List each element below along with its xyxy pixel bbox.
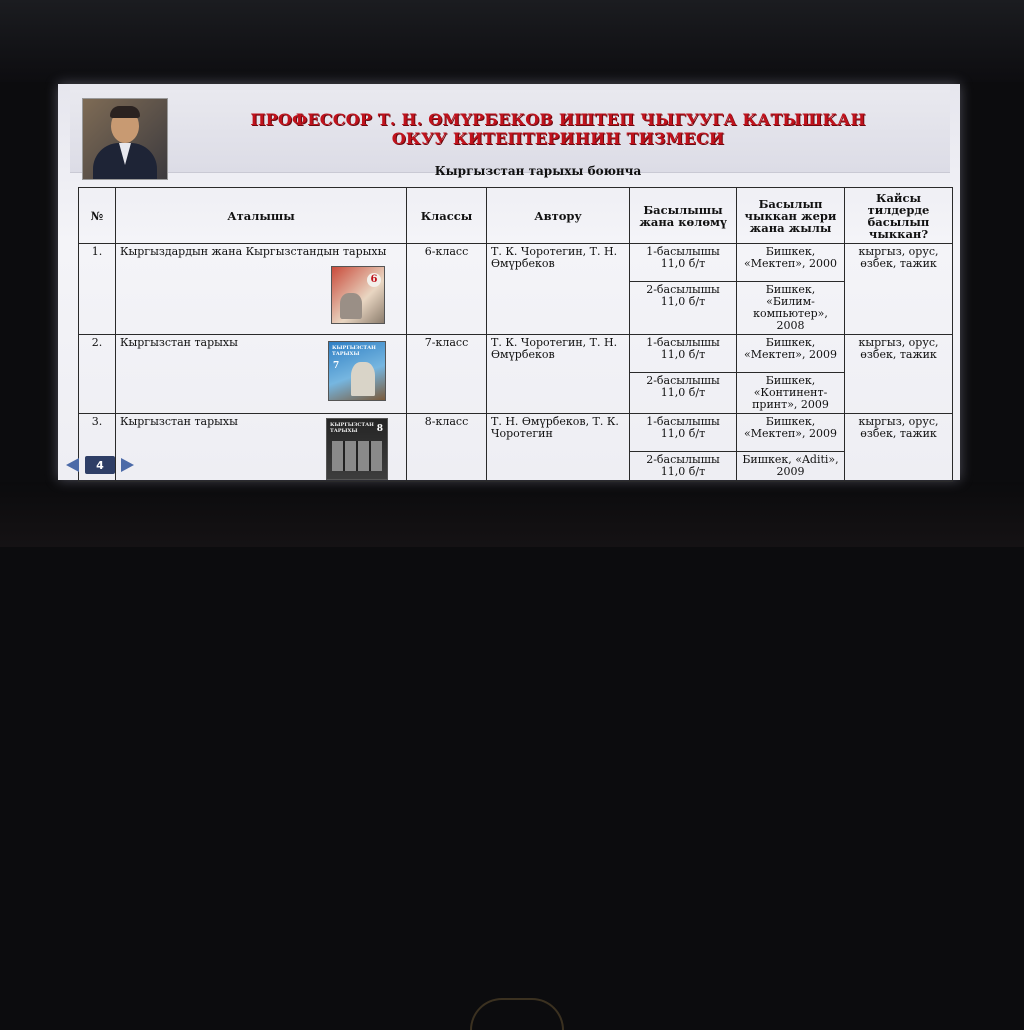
- row3-name-cell: [116, 414, 407, 482]
- header-class: Классы: [407, 188, 487, 244]
- row1-edition2: 2-басылышы 11,0 б/т: [630, 282, 737, 335]
- row1-langs: кыргыз, орус, өзбек, тажик: [845, 244, 953, 335]
- book3-grade: 8: [376, 424, 383, 434]
- row3-place1: Бишкек, «Мектеп», 2009: [737, 414, 845, 452]
- row2-author: Т. К. Чоротегин, Т. Н. Өмүрбеков: [487, 335, 630, 414]
- row1-edition1: 1-басылышы 11,0 б/т: [630, 244, 737, 282]
- book2-illustration: [351, 362, 375, 396]
- row2-name: Кыргызстан тарыхы: [120, 336, 238, 349]
- stage-ornament: [470, 998, 564, 1030]
- row2-class: 7-класс: [407, 335, 487, 414]
- table-row: [79, 244, 953, 282]
- slide-subtitle: Кыргызстан тарыхы боюнча: [434, 164, 642, 178]
- book2-title: КЫРГЫЗСТАН ТАРЫХЫ: [332, 345, 376, 357]
- row1-num: 1.: [79, 244, 116, 335]
- slide-title-line1: ПРОФЕССОР Т. Н. ӨМҮРБЕКОВ ИШТЕП ЧЫГУУГА КАТЫШКАН: [250, 110, 866, 129]
- slide-title-line2: ОКУУ КИТЕПТЕРИНИН ТИЗМЕСИ: [391, 129, 725, 148]
- header-edition: Басылышы жана көлөмү: [630, 188, 737, 244]
- header-name: Аталышы: [116, 188, 407, 244]
- table-header-row: [79, 188, 953, 244]
- projection-screen: [58, 84, 960, 480]
- row2-langs: кыргыз, орус, өзбек, тажик: [845, 335, 953, 414]
- table-row: [79, 335, 953, 373]
- prev-slide-arrow-icon[interactable]: [66, 458, 79, 472]
- header-langs: Кайсы тилдерде басылып чыккан?: [845, 188, 953, 244]
- row2-num: 2.: [79, 335, 116, 414]
- professor-portrait: [82, 98, 168, 180]
- page-number: 4: [85, 456, 115, 474]
- row3-edition1: 1-басылышы 11,0 б/т: [630, 414, 737, 452]
- row3-place2: Бишкек, «Aditi», 2009: [737, 452, 845, 482]
- header-place: Басылып чыккан жери жана жылы: [737, 188, 845, 244]
- next-slide-arrow-icon[interactable]: [121, 458, 134, 472]
- book-cover-grade7: [328, 341, 386, 401]
- header-author: Автору: [487, 188, 630, 244]
- row1-class: 6-класс: [407, 244, 487, 335]
- row2-name-cell: [116, 335, 407, 414]
- row1-place2: Бишкек, «Билим-компьютер», 2008: [737, 282, 845, 335]
- row3-edition2: 2-басылышы 11,0 б/т: [630, 452, 737, 482]
- row1-place1: Бишкек, «Мектеп», 2000: [737, 244, 845, 282]
- header-num: №: [79, 188, 116, 244]
- row3-author: Т. Н. Өмүрбеков, Т. К. Чоротегин: [487, 414, 630, 482]
- book3-illustration: [332, 441, 382, 471]
- book-cover-grade6: [331, 266, 385, 324]
- row3-class: 8-класс: [407, 414, 487, 482]
- book3-title: КЫРГЫЗСТАН ТАРЫХЫ: [330, 422, 374, 434]
- row1-name: Кыргыздардын жана Кыргызстандын тарыхы: [120, 245, 387, 258]
- row3-name: Кыргызстан тарыхы: [120, 415, 238, 428]
- room-background-top: [0, 0, 1024, 82]
- portrait-hair: [110, 106, 140, 118]
- row2-edition2: 2-басылышы 11,0 б/т: [630, 373, 737, 414]
- row2-place2: Бишкек, «Континент-принт», 2009: [737, 373, 845, 414]
- row2-place1: Бишкек, «Мектеп», 2009: [737, 335, 845, 373]
- table-row: [79, 414, 953, 452]
- row1-name-cell: [116, 244, 407, 335]
- slide-navigation: [66, 456, 134, 474]
- row1-author: Т. К. Чоротегин, Т. Н. Өмүрбеков: [487, 244, 630, 335]
- row3-langs: кыргыз, орус, өзбек, тажик: [845, 414, 953, 482]
- book2-grade: 7: [333, 361, 340, 371]
- books-table: [78, 187, 953, 482]
- book1-grade-badge: 6: [367, 273, 381, 287]
- row2-edition1: 1-басылышы 11,0 б/т: [630, 335, 737, 373]
- room-background-bottom: [0, 482, 1024, 547]
- book-cover-grade8: [326, 418, 388, 480]
- book1-illustration: [340, 293, 362, 319]
- row3-num: 3.: [79, 414, 116, 482]
- slide-title: [218, 110, 898, 148]
